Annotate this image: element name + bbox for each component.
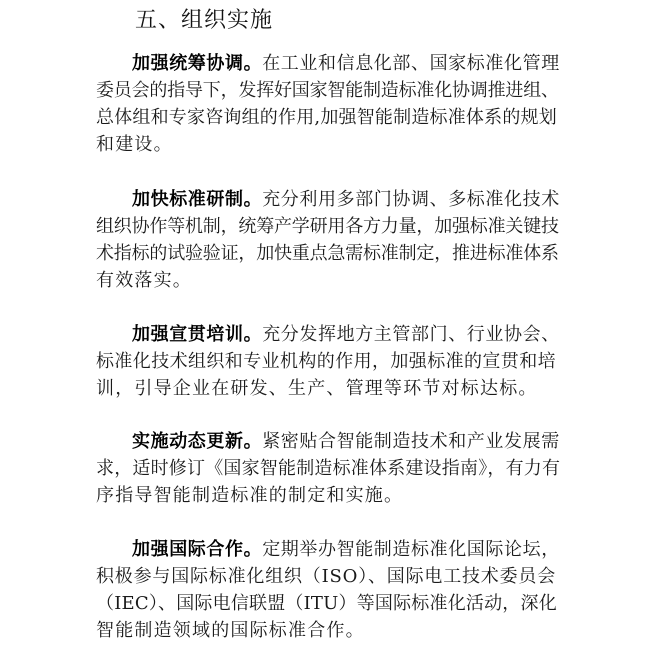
- paragraph-text: 充分利用多部门协调、多标准化技术: [262, 189, 560, 210]
- paragraph-international-cooperation: [96, 536, 560, 644]
- paragraph-lead: 加快标准研制。: [132, 189, 263, 210]
- paragraph-lead: 加强宣贯培训。: [132, 324, 263, 345]
- paragraph-line: 有效落实。: [96, 270, 192, 291]
- paragraph-line: [96, 186, 560, 213]
- paragraph-text: 紧密贴合智能制造技术和产业发展需: [262, 431, 560, 452]
- paragraph-line: 训，引导企业在研发、生产、管理等环节对标达标。: [96, 378, 538, 399]
- paragraph-line: 和建设。: [96, 134, 173, 155]
- paragraph-lead: 实施动态更新。: [132, 431, 263, 452]
- paragraph-line: 组织协作等机制，统筹产学研用各方力量，加强标准关键技: [96, 216, 559, 237]
- paragraph-line: [96, 536, 560, 563]
- paragraph-line: 术指标的试验验证，加快重点急需标准制定，推进标准体系: [96, 243, 559, 264]
- paragraph-line: 求，适时修订《国家智能制造标准体系建设指南》，有力有: [96, 458, 561, 479]
- paragraph-line: [96, 50, 560, 77]
- paragraph-lead: 加强统筹协调。: [132, 53, 263, 74]
- paragraph-text: 在工业和信息化部、国家标准化管理: [262, 53, 560, 74]
- paragraph-line: （IEC）、国际电信联盟（ITU）等国际标准化活动，深化: [96, 593, 557, 614]
- section-title: 五、组织实施: [135, 8, 274, 33]
- paragraph-line: 总体组和专家咨询组的作用,加强智能制造标准体系的规划: [96, 107, 557, 128]
- paragraph-lead: 加强国际合作。: [132, 539, 263, 560]
- paragraph-training: [96, 321, 560, 402]
- paragraph-coordination: [96, 50, 560, 158]
- paragraph-line: 智能制造领域的国际标准合作。: [96, 620, 365, 641]
- paragraph-text: 充分发挥地方主管部门、行业协会、: [262, 324, 560, 345]
- paragraph-line: 标准化技术组织和专业机构的作用，加强标准的宣贯和培: [96, 351, 556, 372]
- paragraph-line: [96, 428, 560, 455]
- paragraph-line: 序指导智能制造标准的制定和实施。: [96, 485, 404, 506]
- paragraph-text: 定期举办智能制造标准化国际论坛，: [262, 539, 560, 560]
- paragraph-line: [96, 321, 560, 348]
- paragraph-line: 委员会的指导下，发挥好国家智能制造标准化协调推进组、: [96, 80, 559, 101]
- paragraph-line: 积极参与国际标准化组织（ISO）、国际电工技术委员会: [96, 566, 556, 587]
- paragraph-dynamic-update: [96, 428, 560, 509]
- paragraph-standard-development: [96, 186, 560, 294]
